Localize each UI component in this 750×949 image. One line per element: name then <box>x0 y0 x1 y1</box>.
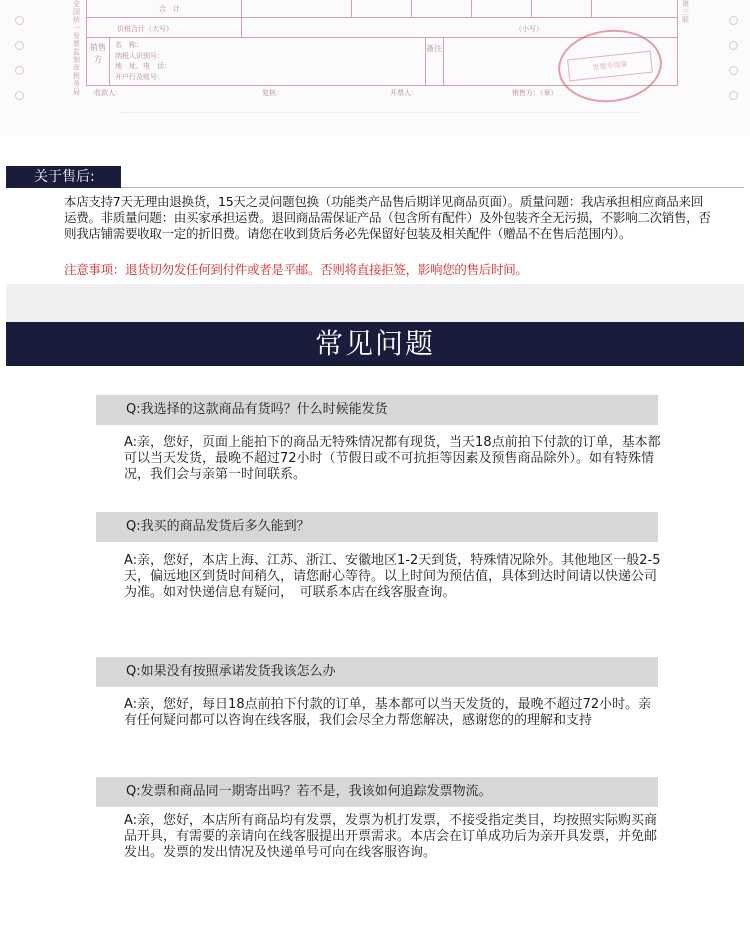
invoice-seller-seal-label: 销售方：（章） <box>512 89 558 97</box>
faq-answer-3 <box>124 697 664 729</box>
faq-answer-2-prefix: A: <box>124 553 138 568</box>
invoice-payee-label: 收款人： <box>94 89 122 97</box>
invoice-punch-holes-left <box>8 0 30 135</box>
after-sales-heading: 关于售后: <box>6 166 121 188</box>
faq-answer-1-text: 亲，您好，页面上能拍下的商品无特殊情况都有现货，当天18点前拍下付款的订单，基本都可以当天发货，最晚不超过72小时（节假日或不可抗拒等因素及预售商品除外）。如有特殊情况，我们会与亲第一时间联系。 <box>124 435 661 482</box>
invoice-faint-divider <box>120 112 640 130</box>
faq-answer-1-prefix: A: <box>124 435 138 450</box>
faq-answer-3-prefix: A: <box>124 697 138 712</box>
faq-answer-4 <box>124 813 664 861</box>
invoice-issuer-label: 开票人： <box>390 89 418 97</box>
invoice-total-words-label: 价税合计（大写） <box>117 25 173 33</box>
invoice-image <box>0 0 750 135</box>
after-sales-body: 本店支持7天无理由退换货，15天之灵问题包换（功能类产品售后期详见商品页面）。质量问题：我店承担相应商品来回运费。非质量问题：由买家承担运费。退回商品需保证产品（包含所有配件）及外包装齐全无污损，不影响二次销售，否则我店铺需要收取一定的折旧费。请您在收到货后务必先保留好包装及相关配件（赠品不在售后范围内）。 <box>64 194 711 241</box>
after-sales-notice: 注意事项：退货切勿发任何到付件或者是平邮。否则将直接拒签，影响您的售后时间。 <box>64 262 528 277</box>
faq-answer-2 <box>124 553 664 601</box>
faq-question-3: Q:如果没有按照承诺发货我该怎么办 <box>96 657 658 687</box>
invoice-seller-box-label: 销售方 <box>90 43 106 64</box>
faq-answer-2-text: 亲，您好，本店上海、江苏、浙江、安徽地区1-2天到货，特殊情况除外。其他地区一般2-5天，偏远地区到货时间稍久，请您耐心等待。以上时间为预估值，具体到达时间请以快递公司为准。如对快递信息有疑问， 可联系本店在线客服查询。 <box>124 553 661 600</box>
invoice-total-label: 合 计 <box>159 5 180 13</box>
faq-answer-3-text: 亲，您好，每日18点前拍下付款的订单，基本都可以当天发货的，最晚不超过72小时。亲有任何疑问都可以咨询在线客服，我们会尽全力帮您解决，感谢您的的理解和支持 <box>124 697 652 728</box>
faq-question-4: Q:发票和商品同一期寄出吗？若不是，我该如何追踪发票物流。 <box>96 777 658 807</box>
invoice-remark-label: 备注 <box>426 44 442 53</box>
faq-title: 常见问题 <box>6 322 744 366</box>
faq-question-2: Q:我买的商品发货后多久能到？ <box>96 512 658 542</box>
invoice-punch-holes-right <box>722 0 744 135</box>
faq-answer-4-prefix: A: <box>124 813 138 828</box>
invoice-reviewer-label: 复核： <box>262 89 283 97</box>
faq-answer-4-text: 亲，您好，本店所有商品均有发票，发票为机打发票，不接受指定类目，均按照实际购买商品开具，有需要的亲请向在线客服提出开票需求。本店会在订单成功后为亲开具发票，并免邮发出。发票的发出情况及快递单号可向在线客服咨询。 <box>124 813 658 860</box>
invoice-seller-lines: 名 称： 纳税人识别号： 地 址、电 话： 开户行及账号： <box>115 41 171 81</box>
faq-spacer-band <box>6 284 744 322</box>
invoice-stamp-text: 发票专用章 <box>567 51 653 82</box>
faq-answer-1 <box>124 435 664 483</box>
invoice-side-text-right: 第三联 <box>682 0 689 24</box>
after-sales-divider <box>121 187 744 188</box>
invoice-small-label: （小写） <box>515 25 543 33</box>
invoice-side-text: 全国统一发票监制章税务局 <box>73 0 80 96</box>
faq-question-1: Q:我选择的这款商品有货吗？什么时候能发货 <box>96 395 658 425</box>
